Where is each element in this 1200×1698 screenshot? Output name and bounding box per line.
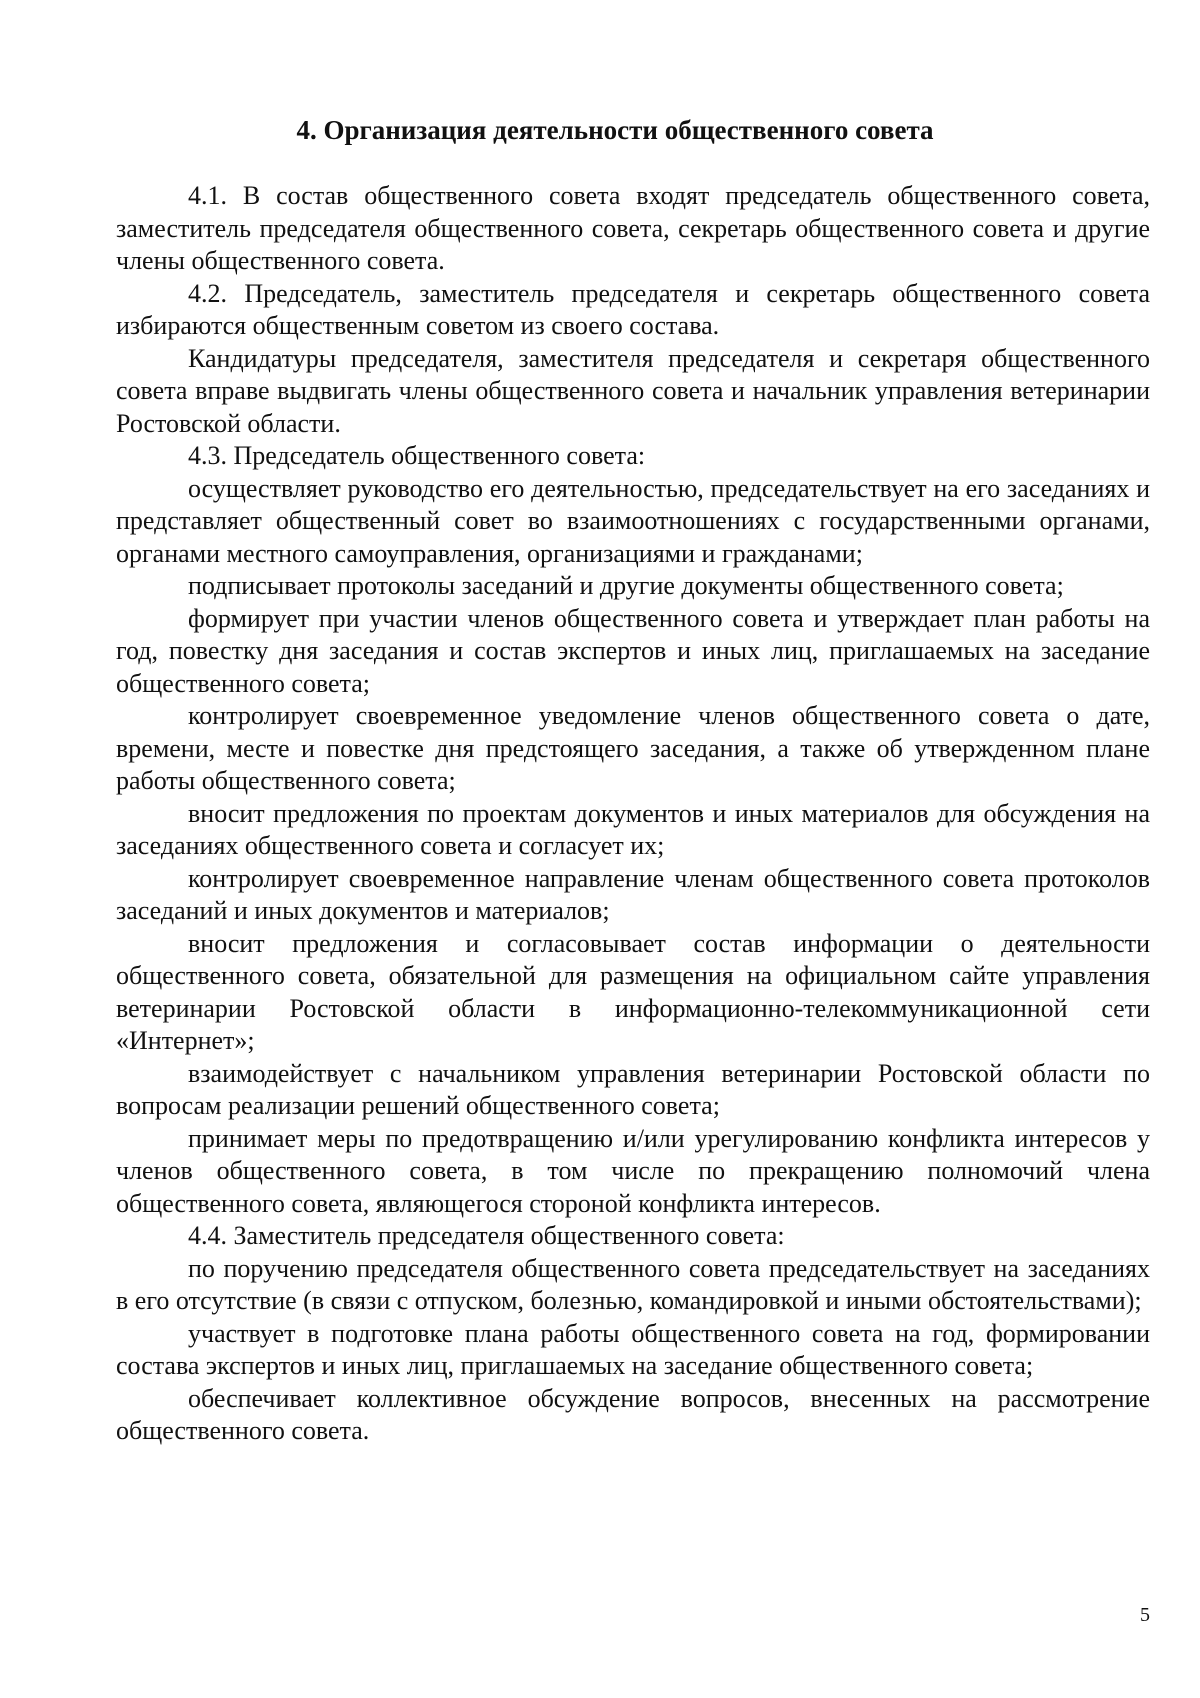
chairman-duty-conflict: принимает меры по предотвращению и/или урегулированию конфликта интересов у членов общественного совета, в том числе по прекращению полномочий члена общественного совета, являющегося стороной конфликта интересов.: [116, 1123, 1150, 1218]
deputy-duty-discussion: обеспечивает коллективное обсуждение вопросов, внесенных на рассмотрение общественного совета.: [116, 1383, 1150, 1445]
chairman-duty-protocol-delivery: контролирует своевременное направление членам общественного совета протоколов заседаний и иных документов и материалов;: [116, 863, 1150, 925]
chairman-duty-proposals: вносит предложения по проектам документов и иных материалов для обсуждения на заседаниях общественного совета и согласует их;: [116, 798, 1150, 860]
paragraph-4-1: 4.1. В состав общественного совета входят председатель общественного совета, заместитель председателя общественного совета, секретарь общественного совета и другие члены общественного совета.: [116, 181, 1150, 275]
deputy-duty-planning: участвует в подготовке плана работы общественного совета на год, формировании состава экспертов и иных лиц, приглашаемых на заседание общественного совета;: [116, 1318, 1150, 1380]
paragraph-4-2: 4.2. Председатель, заместитель председателя и секретарь общественного совета избираются общественным советом из своего состава.: [116, 278, 1150, 340]
chairman-duty-sign-protocols: подписывает протоколы заседаний и другие документы общественного совета;: [188, 571, 1064, 600]
document-body: [116, 180, 1150, 1448]
paragraph-4-3: 4.3. Председатель общественного совета:: [188, 441, 646, 470]
chairman-duty-website-info: вносит предложения и согласовывает состав информации о деятельности общественного совета, обязательной для размещения на официальном сайте управления ветеринарии Ростовской области в информационно-телекоммуникационной сети «Интернет»;: [116, 928, 1150, 1055]
chairman-duty-work-plan: формирует при участии членов общественного совета и утверждает план работы на год, повестку дня заседания и состав экспертов и иных лиц, приглашаемых на заседание общественного совета;: [116, 603, 1150, 698]
paragraph-4-4: 4.4. Заместитель председателя общественного совета:: [188, 1221, 785, 1250]
deputy-duty-chairing: по поручению председателя общественного совета председательствует на заседаниях в его отсутствие (в связи с отпуском, болезнью, командировкой и иными обстоятельствами);: [116, 1253, 1150, 1315]
section-title: 4. Организация деятельности общественного совета: [296, 115, 934, 145]
chairman-duty-interaction: взаимодействует с начальником управления ветеринарии Ростовской области по вопросам реализации решений общественного совета;: [116, 1058, 1150, 1120]
page-number: 5: [1140, 1604, 1150, 1626]
paragraph-candidates: Кандидатуры председателя, заместителя председателя и секретаря общественного совета вправе выдвигать члены общественного совета и начальник управления ветеринарии Ростовской области.: [116, 343, 1150, 438]
chairman-duty-leadership: осуществляет руководство его деятельностью, председательствует на его заседаниях и представляет общественный совет во взаимоотношениях с государственными органами, органами местного самоуправления, организациями и гражданами;: [116, 473, 1150, 568]
chairman-duty-notification: контролирует своевременное уведомление членов общественного совета о дате, времени, месте и повестке дня предстоящего заседания, а также об утвержденном плане работы общественного совета;: [116, 701, 1150, 795]
